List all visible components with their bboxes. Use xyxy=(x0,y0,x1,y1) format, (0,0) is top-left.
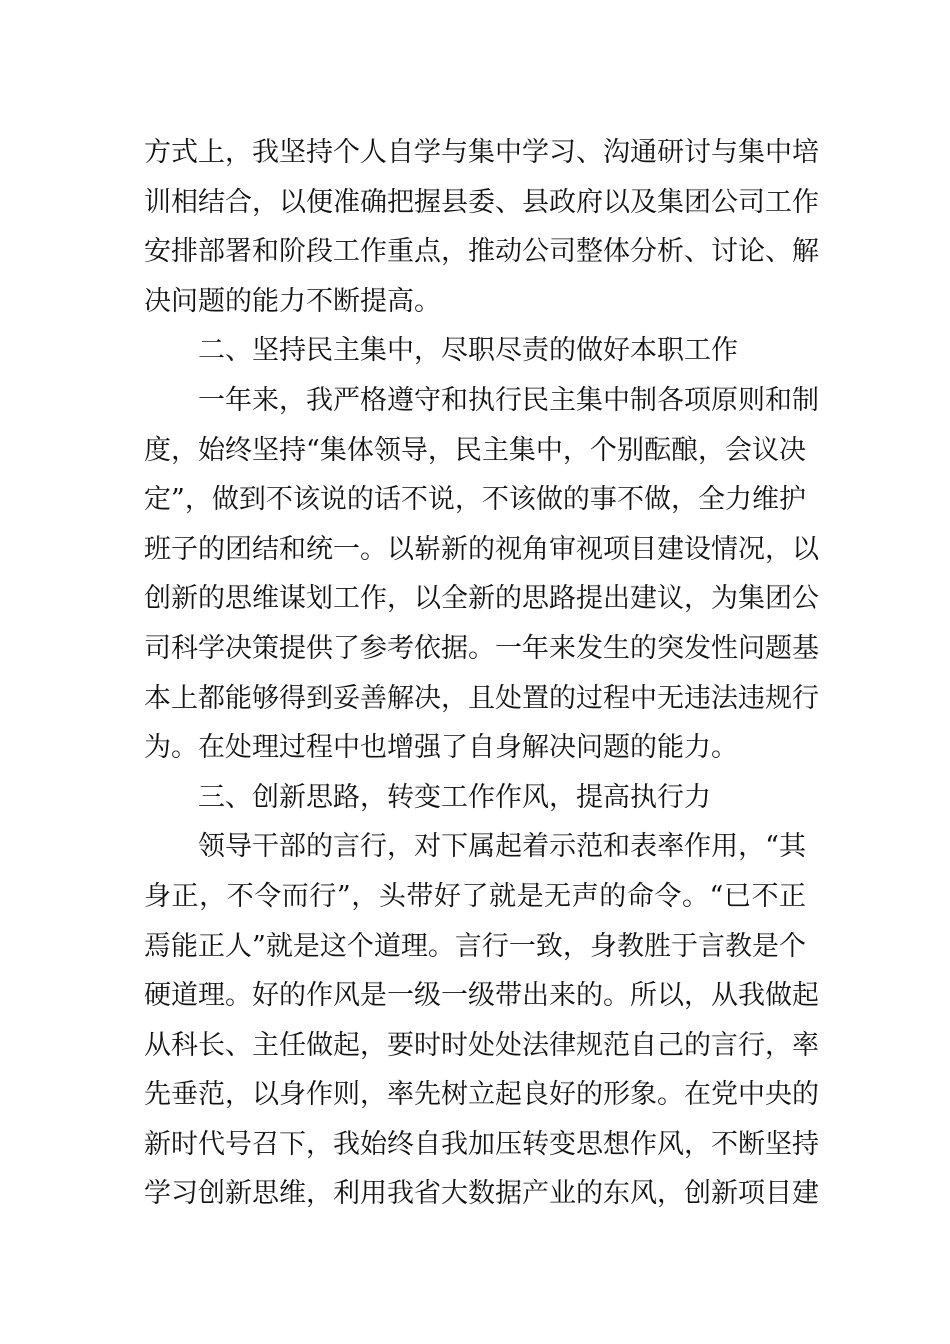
section-heading: 二、坚持民主集中，尽职尽责的做好本职工作 xyxy=(198,335,738,367)
section-heading: 三、创新思路，转变工作作风，提高执行力 xyxy=(198,781,711,813)
text-line: 硬道理。好的作风是一级一级带出来的。所以，从我做起 xyxy=(144,980,819,1012)
text-line: 身正，不令而行”，头带好了就是无声的命令。“已不正 xyxy=(144,880,806,912)
text-line: 本上都能够得到妥善解决，且处置的过程中无违法违规行 xyxy=(144,682,819,714)
text-line: 安排部署和阶段工作重点，推动公司整体分析、讨论、解 xyxy=(144,236,819,268)
text-line: 领导干部的言行，对下属起着示范和表率作用，“其 xyxy=(198,831,806,863)
text-line: 学习创新思维，利用我省大数据产业的东风，创新项目建 xyxy=(144,1178,819,1210)
text-line: 班子的团结和统一。以崭新的视角审视项目建设情况，以 xyxy=(144,533,819,565)
text-line: 方式上，我坚持个人自学与集中学习、沟通研讨与集中培 xyxy=(144,137,819,168)
text-line: 训相结合，以便准确把握县委、县政府以及集团公司工作 xyxy=(144,186,819,218)
text-line: 焉能正人”就是这个道理。言行一致，身教胜于言教是个 xyxy=(144,930,806,962)
text-line: 度，始终坚持“集体领导，民主集中，个别酝酿，会议决 xyxy=(144,434,806,466)
text-line: 一年来，我严格遵守和执行民主集中制各项原则和制 xyxy=(198,384,819,416)
text-line: 定”，做到不该说的话不说，不该做的事不做，全力维护 xyxy=(144,484,806,516)
text-line: 创新的思维谋划工作，以全新的思路提出建议，为集团公 xyxy=(144,583,819,615)
text-line: 从科长、主任做起，要时时处处法律规范自己的言行，率 xyxy=(144,1029,819,1061)
text-line: 司科学决策提供了参考依据。一年来发生的突发性问题基 xyxy=(144,632,819,664)
text-line: 先垂范，以身作则，率先树立起良好的形象。在党中央的 xyxy=(144,1079,819,1111)
text-line: 新时代号召下，我始终自我加压转变思想作风，不断坚持 xyxy=(144,1128,819,1160)
document-body xyxy=(144,128,819,1219)
text-line: 为。在处理过程中也增强了自身解决问题的能力。 xyxy=(144,732,738,764)
text-line: 决问题的能力不断提高。 xyxy=(144,285,441,317)
